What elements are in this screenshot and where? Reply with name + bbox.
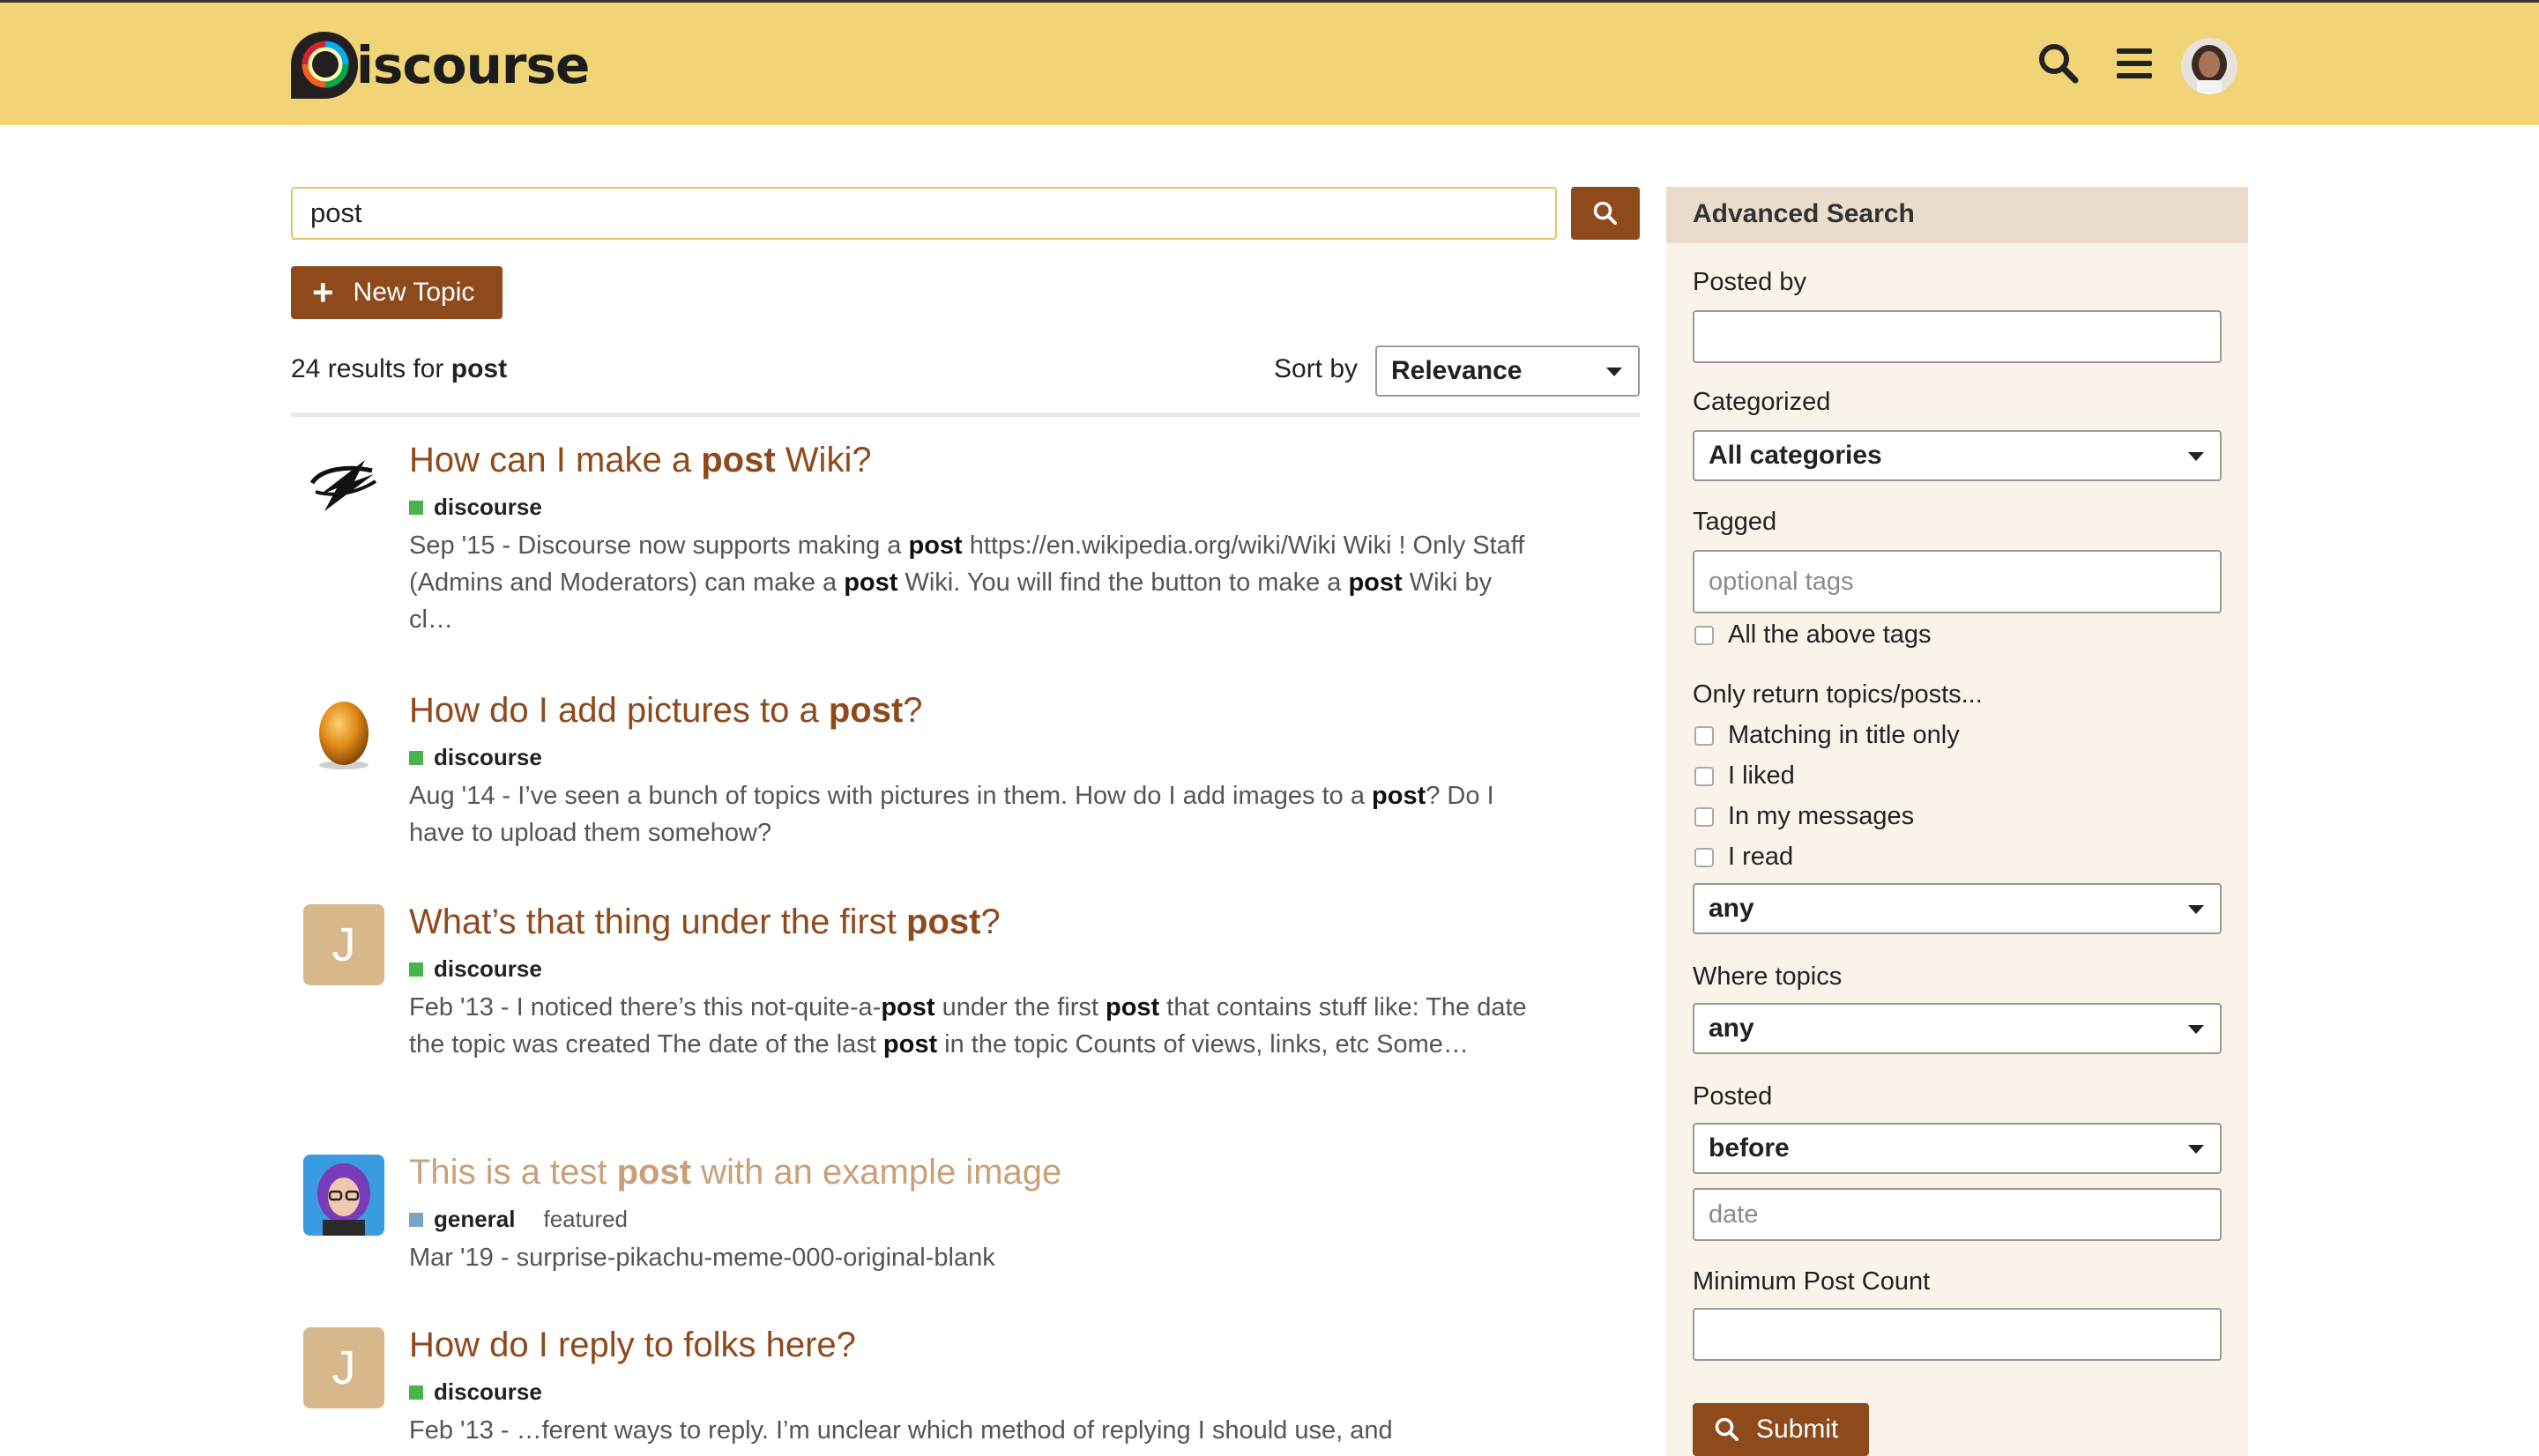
tags-input[interactable] — [1693, 550, 2222, 613]
advanced-search-panel — [1666, 187, 2248, 1456]
blurb-text: Mar '19 - surprise-pikachu-meme-000-original-blank — [409, 1244, 995, 1272]
checkbox-box[interactable] — [1694, 807, 1714, 827]
sort-label: Sort by — [1274, 354, 1359, 383]
caret-down-icon — [2188, 452, 2204, 461]
where-topics-label: Where topics — [1693, 962, 1843, 991]
result-title-link[interactable] — [409, 903, 1001, 942]
result-blurb — [409, 777, 1538, 851]
result-blurb — [409, 989, 1538, 1063]
search-icon[interactable] — [2036, 41, 2081, 85]
search-input[interactable] — [291, 187, 1557, 240]
blurb-text: that contains stuff like: The date the topic was created The date of the last — [409, 993, 1527, 1059]
result-blurb — [409, 527, 1538, 638]
results-count-term: post — [450, 354, 508, 383]
search-icon — [1714, 1416, 1740, 1443]
category-name: discourse — [434, 744, 542, 770]
user-avatar-image — [2181, 38, 2237, 94]
submit-label: Submit — [1756, 1415, 1839, 1444]
plus-icon: + — [312, 271, 334, 313]
messages-checkbox[interactable] — [1694, 802, 1914, 831]
lightning-swirl-avatar-icon — [303, 442, 384, 524]
blurb-term: post — [1372, 782, 1426, 810]
result-title-link[interactable] — [409, 441, 872, 480]
blurb-text: Aug '14 - I’ve seen a bunch of topics with pictures in them. How do I add images to a — [409, 782, 1373, 810]
sort-select[interactable] — [1375, 345, 1640, 397]
categorized-label: Categorized — [1693, 388, 1831, 416]
category-name: discourse — [434, 955, 542, 982]
matching-title-checkbox-label: Matching in title only — [1728, 721, 1960, 749]
blurb-term: post — [1106, 993, 1160, 1021]
all-tags-checkbox[interactable] — [1694, 620, 1932, 650]
result-title-text: How do I reply to folks here? — [409, 1326, 856, 1364]
blurb-text: Feb '13 - I noticed there’s this not-quite-a- — [409, 993, 882, 1021]
result-title-text: ? — [903, 691, 923, 730]
result-title-text: ? — [980, 903, 1001, 941]
result-title-term: post — [616, 1153, 692, 1192]
checkbox-box[interactable] — [1694, 767, 1714, 786]
sort-select-value: Relevance — [1391, 356, 1523, 385]
min-post-count-label: Minimum Post Count — [1693, 1267, 1931, 1296]
illustrated-person-avatar-icon — [303, 1155, 384, 1236]
only-return-label: Only return topics/posts... — [1693, 680, 1983, 709]
posted-by-label: Posted by — [1693, 268, 1806, 296]
blurb-term: post — [1348, 568, 1403, 597]
result-category[interactable] — [409, 1378, 542, 1406]
checkbox-box[interactable] — [1694, 726, 1714, 746]
logo-wordmark: iscourse — [356, 35, 590, 95]
result-category[interactable] — [409, 744, 542, 771]
blurb-text: Wiki by cl… — [409, 568, 1493, 634]
avatar-letter: J — [331, 1341, 356, 1394]
result-title-text: How can I make a — [409, 441, 702, 479]
read-checkbox[interactable] — [1694, 843, 1793, 872]
category-select[interactable] — [1693, 430, 2222, 481]
posted-label: Posted — [1693, 1082, 1773, 1111]
hamburger-menu-icon[interactable] — [2112, 41, 2156, 85]
liked-checkbox-label: I liked — [1728, 761, 1795, 790]
only-return-select[interactable] — [1693, 883, 2222, 934]
new-topic-button[interactable] — [291, 266, 503, 319]
all-tags-checkbox-label: All the above tags — [1728, 620, 1932, 649]
results-divider — [291, 412, 1640, 417]
category-color-badge — [409, 751, 423, 765]
category-color-badge — [409, 962, 423, 977]
result-category[interactable] — [409, 494, 542, 521]
results-count — [291, 354, 507, 384]
caret-down-icon — [2188, 905, 2204, 914]
blurb-term: post — [881, 993, 935, 1021]
blurb-text: in the topic Counts of views, links, etc Some… — [937, 1030, 1469, 1059]
read-checkbox-label: I read — [1728, 843, 1794, 871]
result-blurb — [409, 1239, 1538, 1276]
discourse-logo[interactable] — [289, 27, 589, 103]
category-name: discourse — [434, 1378, 542, 1405]
blurb-text: under the first — [934, 993, 1106, 1021]
caret-down-icon — [2188, 1025, 2204, 1034]
blurb-text: Sep '15 - Discourse now supports making a — [409, 531, 909, 560]
advanced-search-heading[interactable]: Advanced Search — [1666, 187, 2248, 243]
messages-checkbox-label: In my messages — [1728, 802, 1915, 830]
tagged-label: Tagged — [1693, 508, 1777, 536]
result-title-text: How do I add pictures to a — [409, 691, 829, 730]
date-input[interactable] — [1693, 1188, 2222, 1241]
blurb-text: ? Do I have to upload them somehow? — [409, 782, 1494, 847]
result-title-text: with an example image — [691, 1153, 1062, 1192]
submit-button[interactable] — [1693, 1403, 1869, 1456]
where-topics-select-value: any — [1709, 1014, 1754, 1043]
search-icon — [1592, 200, 1619, 227]
result-avatar[interactable] — [303, 693, 384, 774]
result-category[interactable] — [409, 1206, 628, 1233]
result-category[interactable] — [409, 955, 542, 983]
result-title-term: post — [906, 903, 981, 941]
result-avatar[interactable] — [303, 1327, 384, 1408]
category-name: general — [434, 1206, 516, 1232]
posted-select-value: before — [1709, 1133, 1790, 1163]
result-avatar[interactable] — [303, 904, 384, 985]
blurb-text: Feb '13 - …ferent ways to reply. I’m unclear which method of replying I should use, and — [409, 1416, 1393, 1445]
only-return-select-value: any — [1709, 894, 1754, 923]
category-name: discourse — [434, 494, 542, 520]
result-title-link[interactable] — [409, 1326, 856, 1365]
liked-checkbox[interactable] — [1694, 761, 1795, 791]
result-title-term: post — [701, 441, 776, 479]
category-color-badge — [409, 1385, 423, 1400]
caret-down-icon — [2188, 1145, 2204, 1154]
blurb-term: post — [908, 531, 963, 560]
result-title-link[interactable] — [409, 1153, 1061, 1192]
new-topic-label: New Topic — [353, 278, 475, 307]
search-submit-button[interactable] — [1571, 187, 1640, 240]
category-color-badge — [409, 1213, 423, 1227]
result-title-text: What’s that thing under the first — [409, 903, 907, 941]
result-blurb — [409, 1412, 1538, 1449]
posted-select[interactable] — [1693, 1123, 2222, 1174]
result-title-text: Wiki? — [775, 441, 872, 479]
discourse-logo-icon — [289, 30, 360, 100]
result-title-text: This is a test — [409, 1153, 617, 1192]
category-select-value: All categories — [1709, 441, 1882, 470]
checkbox-box[interactable] — [1694, 626, 1714, 645]
golden-egg-avatar-icon — [303, 693, 384, 774]
blurb-text: https://en.wikipedia.org/wiki/Wiki Wiki ! Only Staff (Admins and Moderators) can make a — [409, 531, 1525, 597]
blurb-term: post — [844, 568, 898, 597]
matching-title-checkbox[interactable] — [1694, 721, 1960, 750]
blurb-text: Wiki. You will find the button to make a — [897, 568, 1349, 597]
result-title-link[interactable] — [409, 691, 923, 731]
posted-by-input[interactable] — [1693, 310, 2222, 363]
min-post-count-input[interactable] — [1693, 1308, 2222, 1361]
result-avatar[interactable] — [303, 1155, 384, 1236]
site-header — [0, 0, 2539, 125]
user-avatar[interactable] — [2181, 38, 2237, 94]
where-topics-select[interactable] — [1693, 1003, 2222, 1054]
results-count-prefix: 24 results for — [291, 354, 451, 383]
blurb-term: post — [882, 1030, 938, 1059]
result-tag[interactable]: featured — [543, 1206, 628, 1232]
category-color-badge — [409, 501, 423, 515]
caret-down-icon — [1606, 368, 1622, 376]
result-avatar[interactable] — [303, 442, 384, 524]
avatar-letter: J — [331, 918, 356, 971]
checkbox-box[interactable] — [1694, 848, 1714, 867]
result-title-term: post — [828, 691, 904, 730]
